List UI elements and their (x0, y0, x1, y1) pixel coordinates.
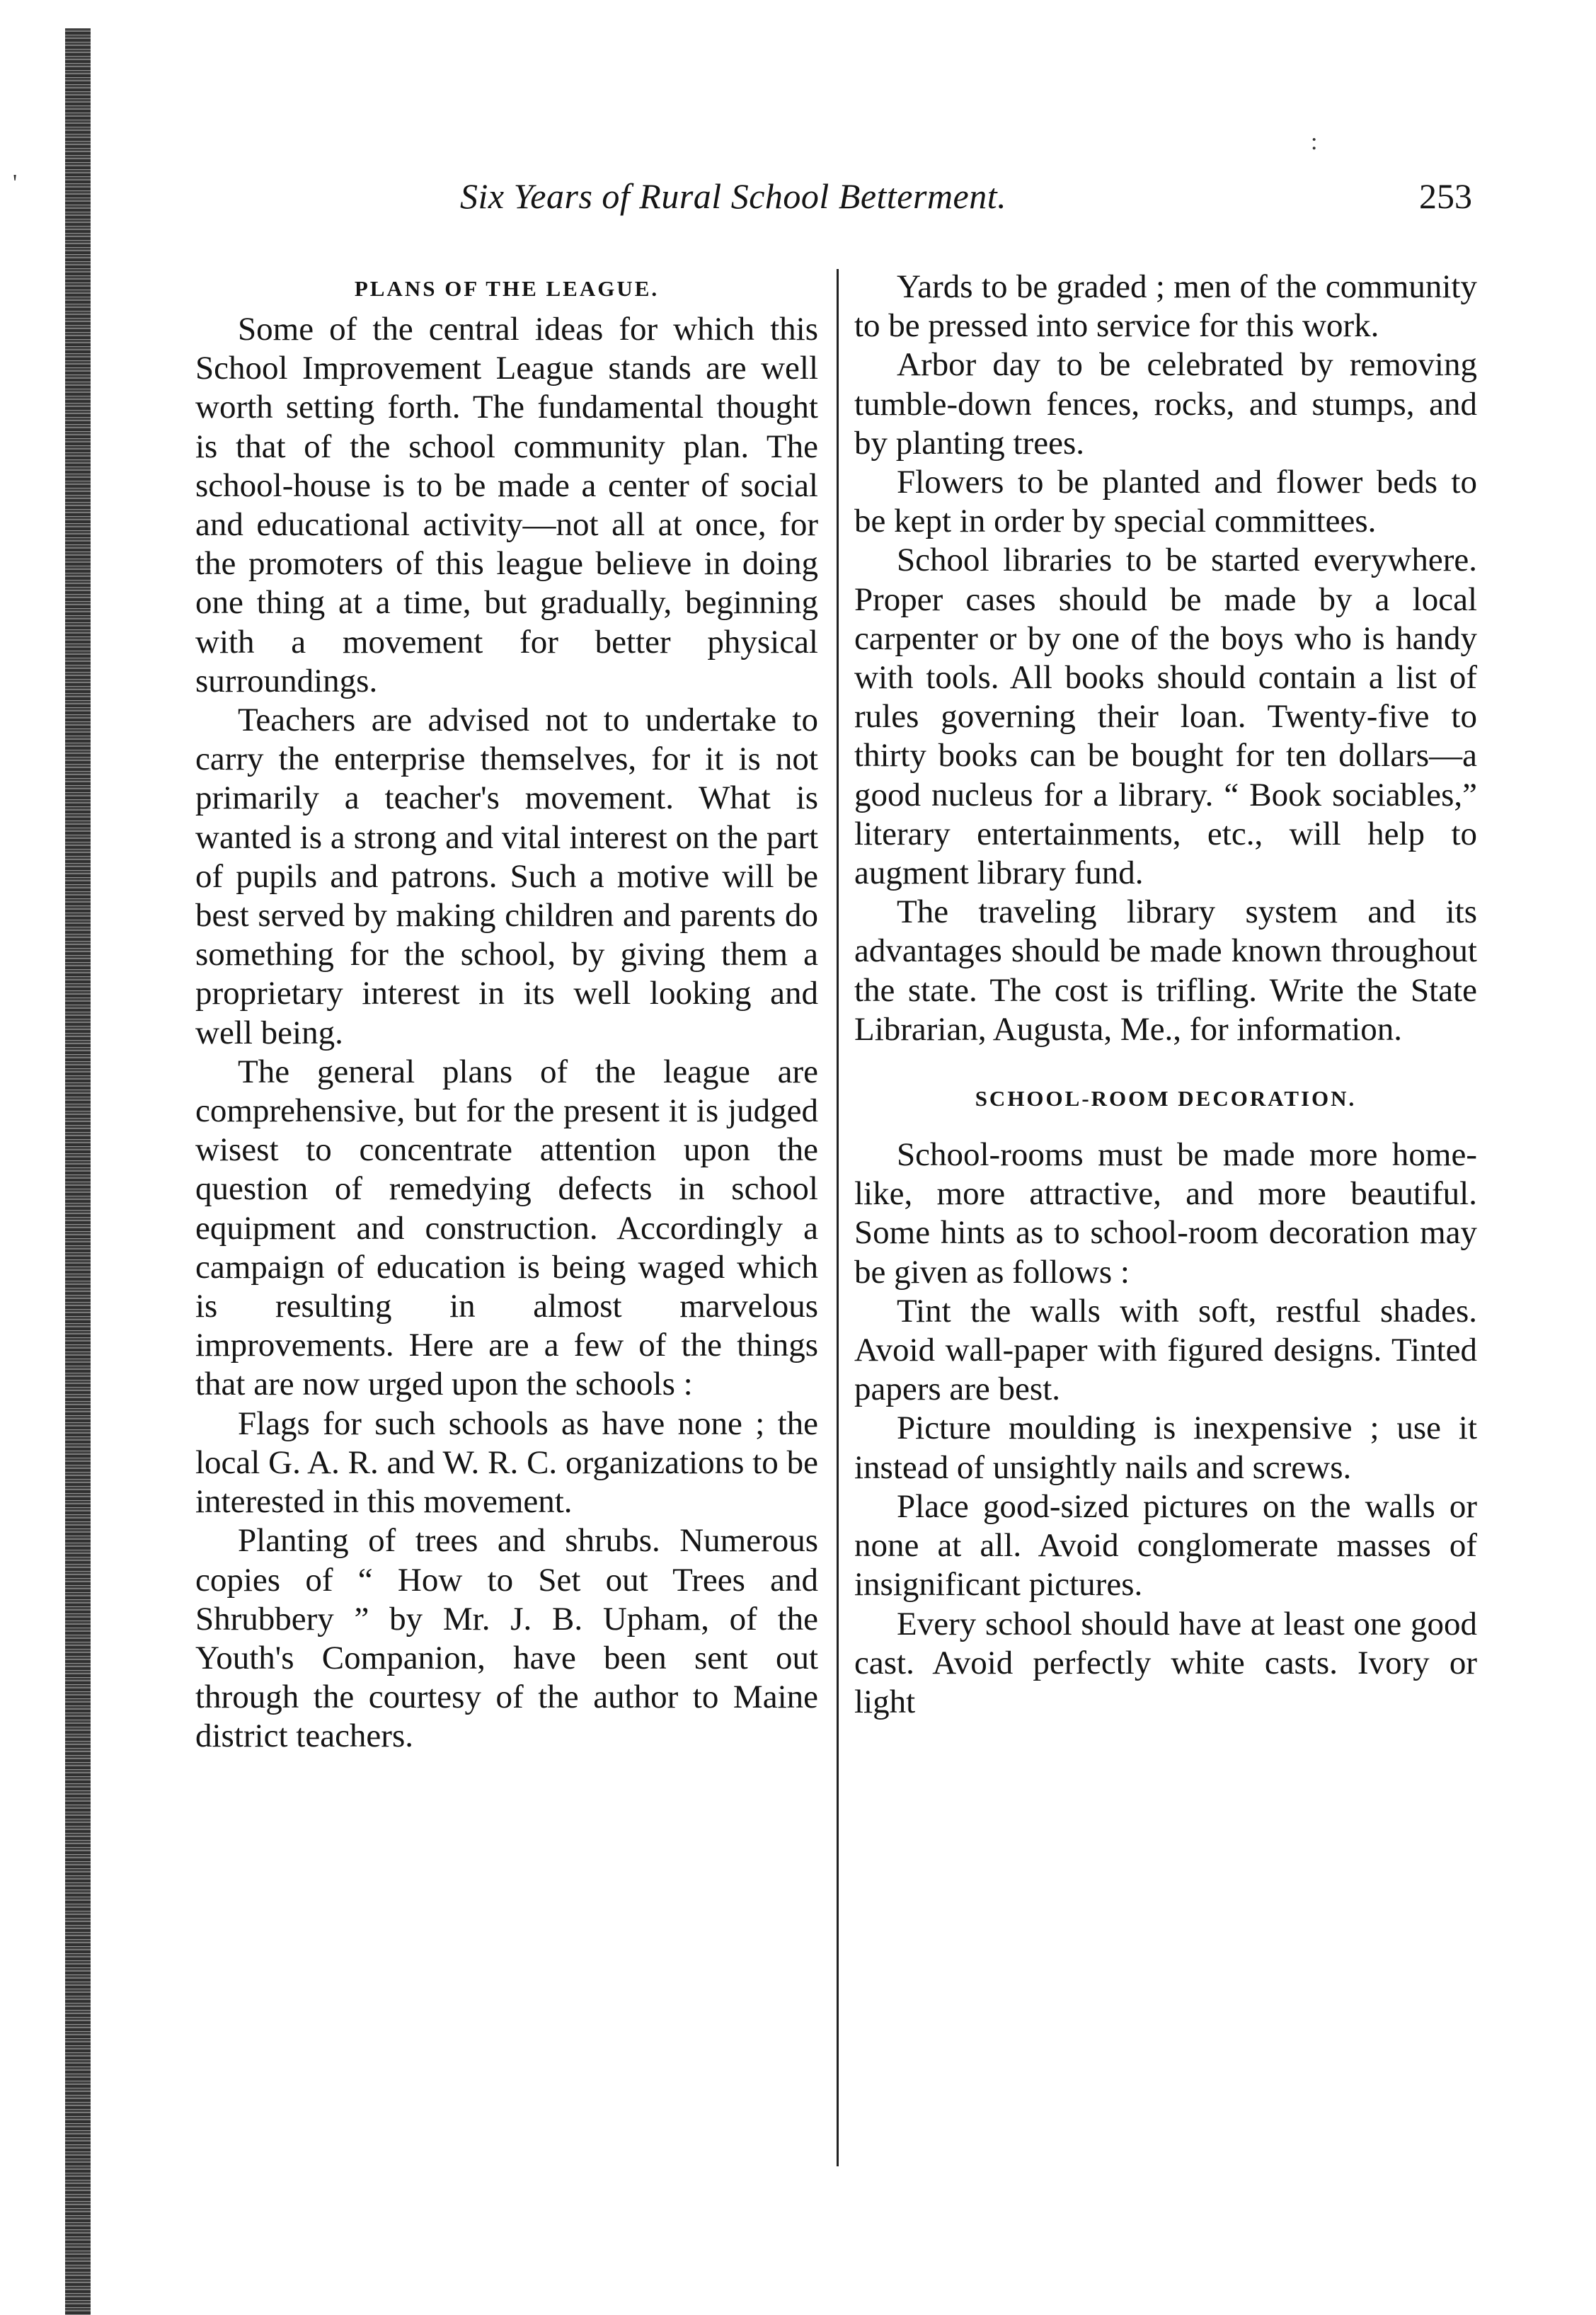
running-title: Six Years of Rural School Betterment. (460, 176, 1007, 216)
binding-edge (65, 28, 91, 2315)
section-heading-plans: PLANS OF THE LEAGUE. (354, 276, 660, 301)
right-column (854, 268, 1477, 1722)
body-paragraph: Planting of trees and shrubs. Numerous copies of “ How to Set out Trees and Shrubbery ” by Mr. J. B. Upham, of the Youth's Companion, have been sent out through the courtesy of the author to Maine district teachers. (195, 1522, 818, 1755)
body-paragraph: Place good-sized pictures on the walls or none at all. Avoid conglomerate masses of insignificant pictures. (854, 1487, 1477, 1604)
stray-mark-left-margin: ' (13, 170, 18, 196)
body-paragraph: Every school should have at least one good cast. Avoid perfectly white casts. Ivory or light (854, 1605, 1477, 1720)
body-paragraph: The general plans of the league are comprehensive, but for the present it is judged wisest to concentrate attention upon the question of remedying defects in school equipment and construction. Accordingly a campaign of education is being waged which is resulting in almost marvelous improvements. Here are a few of the things that are now urged upon the schools : (195, 1053, 818, 1403)
page-number: 253 (1419, 176, 1472, 216)
section-heading-decoration: SCHOOL-ROOM DECORATION. (975, 1086, 1357, 1111)
body-paragraph: Picture moulding is inexpensive ; use it instead of unsightly nails and screws. (854, 1410, 1477, 1486)
column-divider (837, 269, 839, 2166)
body-paragraph: The traveling library system and its advantages should be made known throughout the state. The cost is trifling. Write the State Librarian, Augusta, Me., for information. (854, 893, 1477, 1048)
body-paragraph: School-rooms must be made more home-like, more attractive, and more beautiful. Some hints as to school-room decoration may be given as follows : (854, 1136, 1477, 1291)
body-paragraph: Flowers to be planted and flower beds to be kept in order by special committees. (854, 464, 1477, 540)
body-paragraph: Arbor day to be celebrated by removing tumble-down fences, rocks, and stumps, and by planting trees. (854, 346, 1477, 462)
body-paragraph: Flags for such schools as have none ; the local G. A. R. and W. R. C. organizations to be interested in this movement. (195, 1405, 818, 1521)
running-head (191, 176, 1472, 225)
left-column (195, 268, 818, 1756)
body-paragraph: Yards to be graded ; men of the community to be pressed into service for this work. (854, 268, 1477, 345)
stray-mark-top-right: : (1311, 129, 1318, 155)
body-paragraph: School libraries to be started everywhere. Proper cases should be made by a local carpenter or by one of the boys who is handy with tools. All books should contain a list of rules governing their loan. Twenty-five to thirty books can be bought for ten dollars—a good nucleus for a library. “ Book sociables,” literary entertainments, etc., will help to augment library fund. (854, 542, 1477, 892)
body-paragraph: Teachers are advised not to undertake to carry the enterprise themselves, for it is not primarily a teacher's movement. What is wanted is a strong and vital interest on the part of pupils and patrons. Such a motive will be best served by making children and parents do something for the school, by giving them a proprietary interest in its well looking and well being. (195, 702, 818, 1051)
body-paragraph: Tint the walls with soft, restful shades. Avoid wall-paper with figured designs. Tinted papers are best. (854, 1292, 1477, 1408)
body-paragraph: Some of the central ideas for which this School Improvement League stands are well worth setting forth. The fundamental thought is that of the school community plan. The school-house is to be made a center of social and educational activity—not all at once, for the promoters of this league believe in doing one thing at a time, but gradually, beginning with a movement for better physical surroundings. (195, 311, 818, 699)
